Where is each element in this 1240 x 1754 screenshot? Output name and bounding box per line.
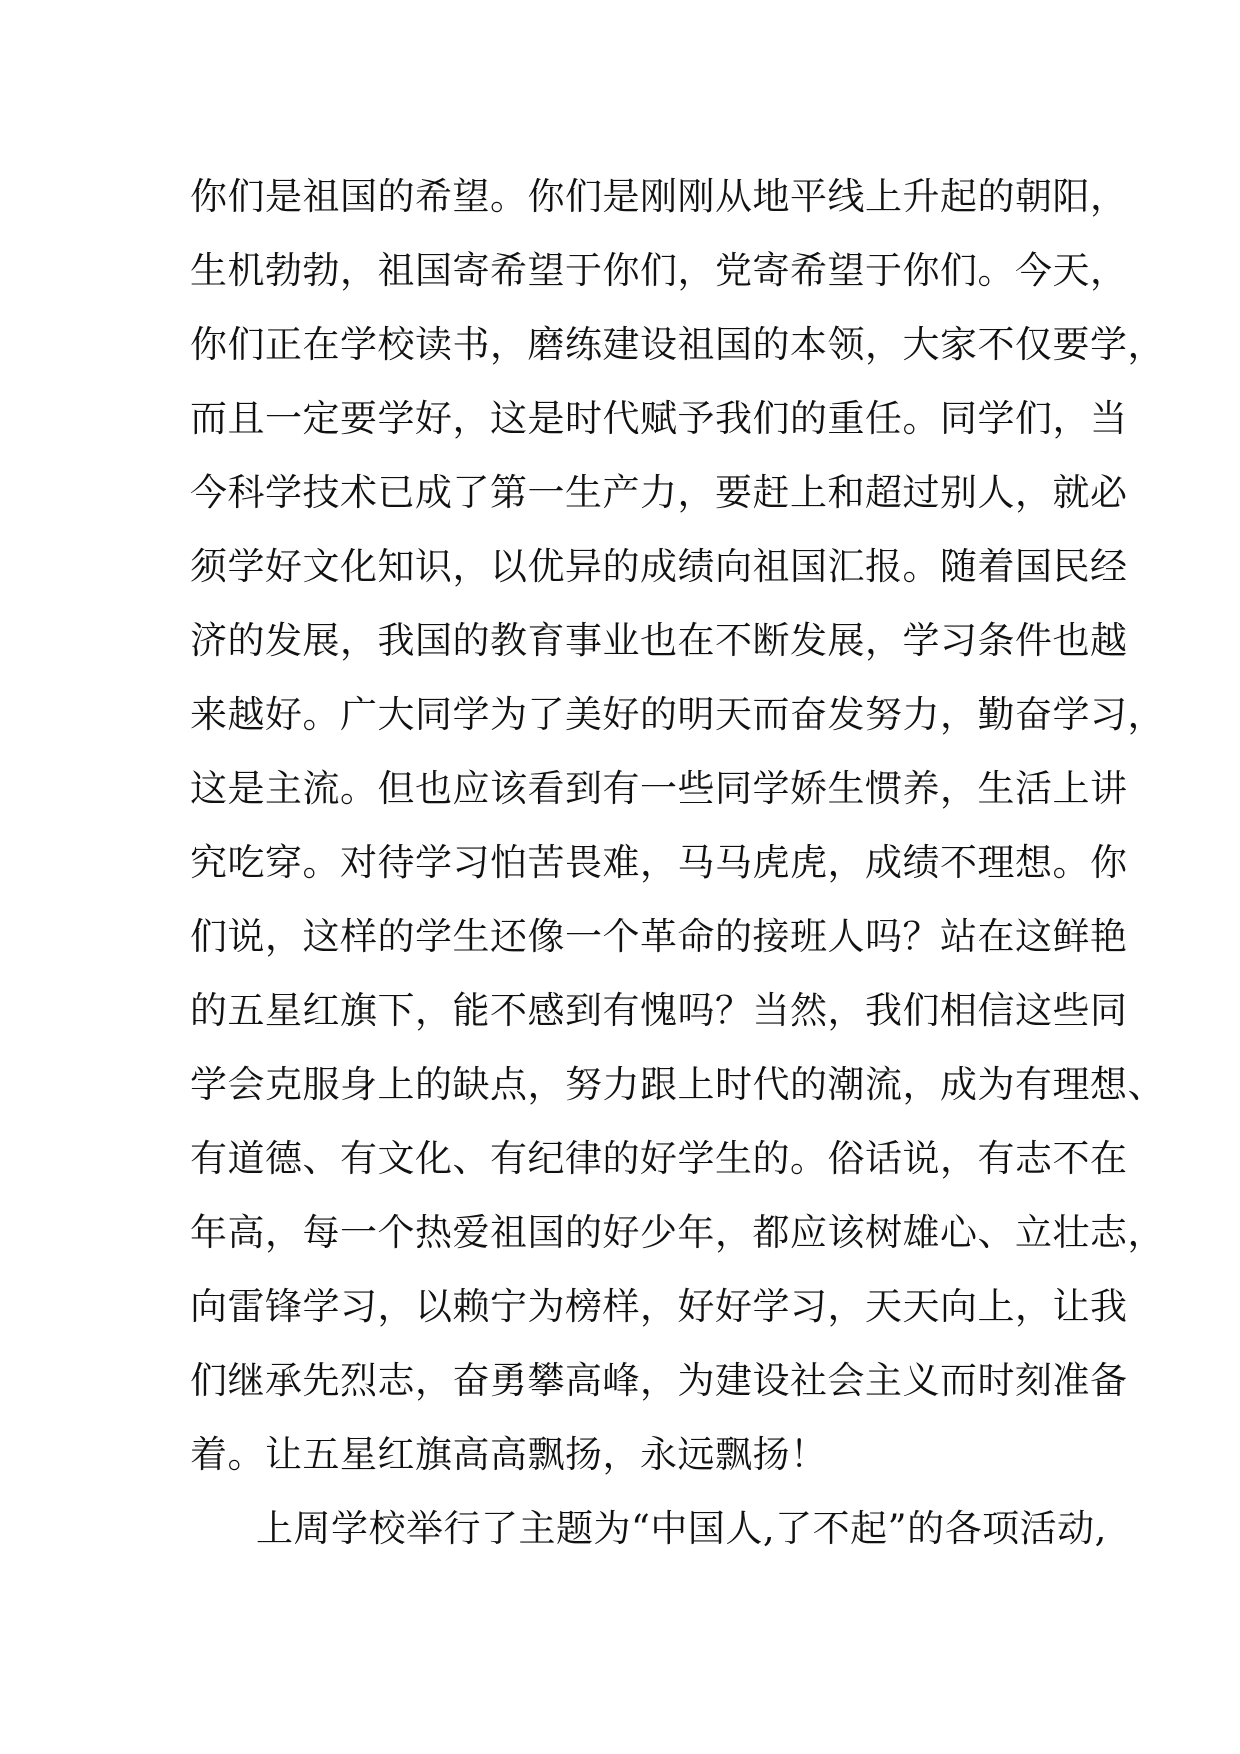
text-line: 学会克服身上的缺点，努力跟上时代的潮流，成为有理想、 [190, 1063, 1165, 1106]
text-line: 来越好。广大同学为了美好的明天而奋发努力，勤奋学习， [190, 693, 1165, 736]
text-line: 着。让五星红旗高高飘扬，永远飘扬！ [190, 1433, 828, 1476]
body-text [190, 160, 1165, 1566]
text-line: 们说，这样的学生还像一个革命的接班人吗？站在这鲜艳 [190, 915, 1128, 958]
text-line: 向雷锋学习，以赖宁为榜样，好好学习，天天向上，让我 [190, 1285, 1128, 1328]
text-line: 生机勃勃，祖国寄希望于你们，党寄希望于你们。今天， [190, 249, 1128, 292]
text-line: 究吃穿。对待学习怕苦畏难，马马虎虎，成绩不理想。你 [190, 841, 1128, 884]
text-line: 的五星红旗下，能不感到有愧吗？当然，我们相信这些同 [190, 989, 1128, 1032]
text-line: 这是主流。但也应该看到有一些同学娇生惯养，生活上讲 [190, 767, 1128, 810]
text-line: 你们正在学校读书，磨练建设祖国的本领，大家不仅要学， [190, 323, 1165, 366]
text-line: 济的发展，我国的教育事业也在不断发展，学习条件也越 [190, 619, 1128, 662]
text-line: 年高，每一个热爱祖国的好少年，都应该树雄心、立壮志， [190, 1211, 1165, 1254]
text-line: 有道德、有文化、有纪律的好学生的。俗话说，有志不在 [190, 1137, 1128, 1180]
text-line: 今科学技术已成了第一生产力，要赶上和超过别人，就必 [190, 471, 1128, 514]
paragraph-start-line: 上周学校举行了主题为“中国人,了不起”的各项活动, [256, 1507, 1107, 1550]
text-line: 你们是祖国的希望。你们是刚刚从地平线上升起的朝阳， [190, 175, 1128, 218]
text-line: 而且一定要学好，这是时代赋予我们的重任。同学们，当 [190, 397, 1128, 440]
text-line: 须学好文化知识，以优异的成绩向祖国汇报。随着国民经 [190, 545, 1128, 588]
text-line: 们继承先烈志，奋勇攀高峰，为建设社会主义而时刻准备 [190, 1359, 1128, 1402]
